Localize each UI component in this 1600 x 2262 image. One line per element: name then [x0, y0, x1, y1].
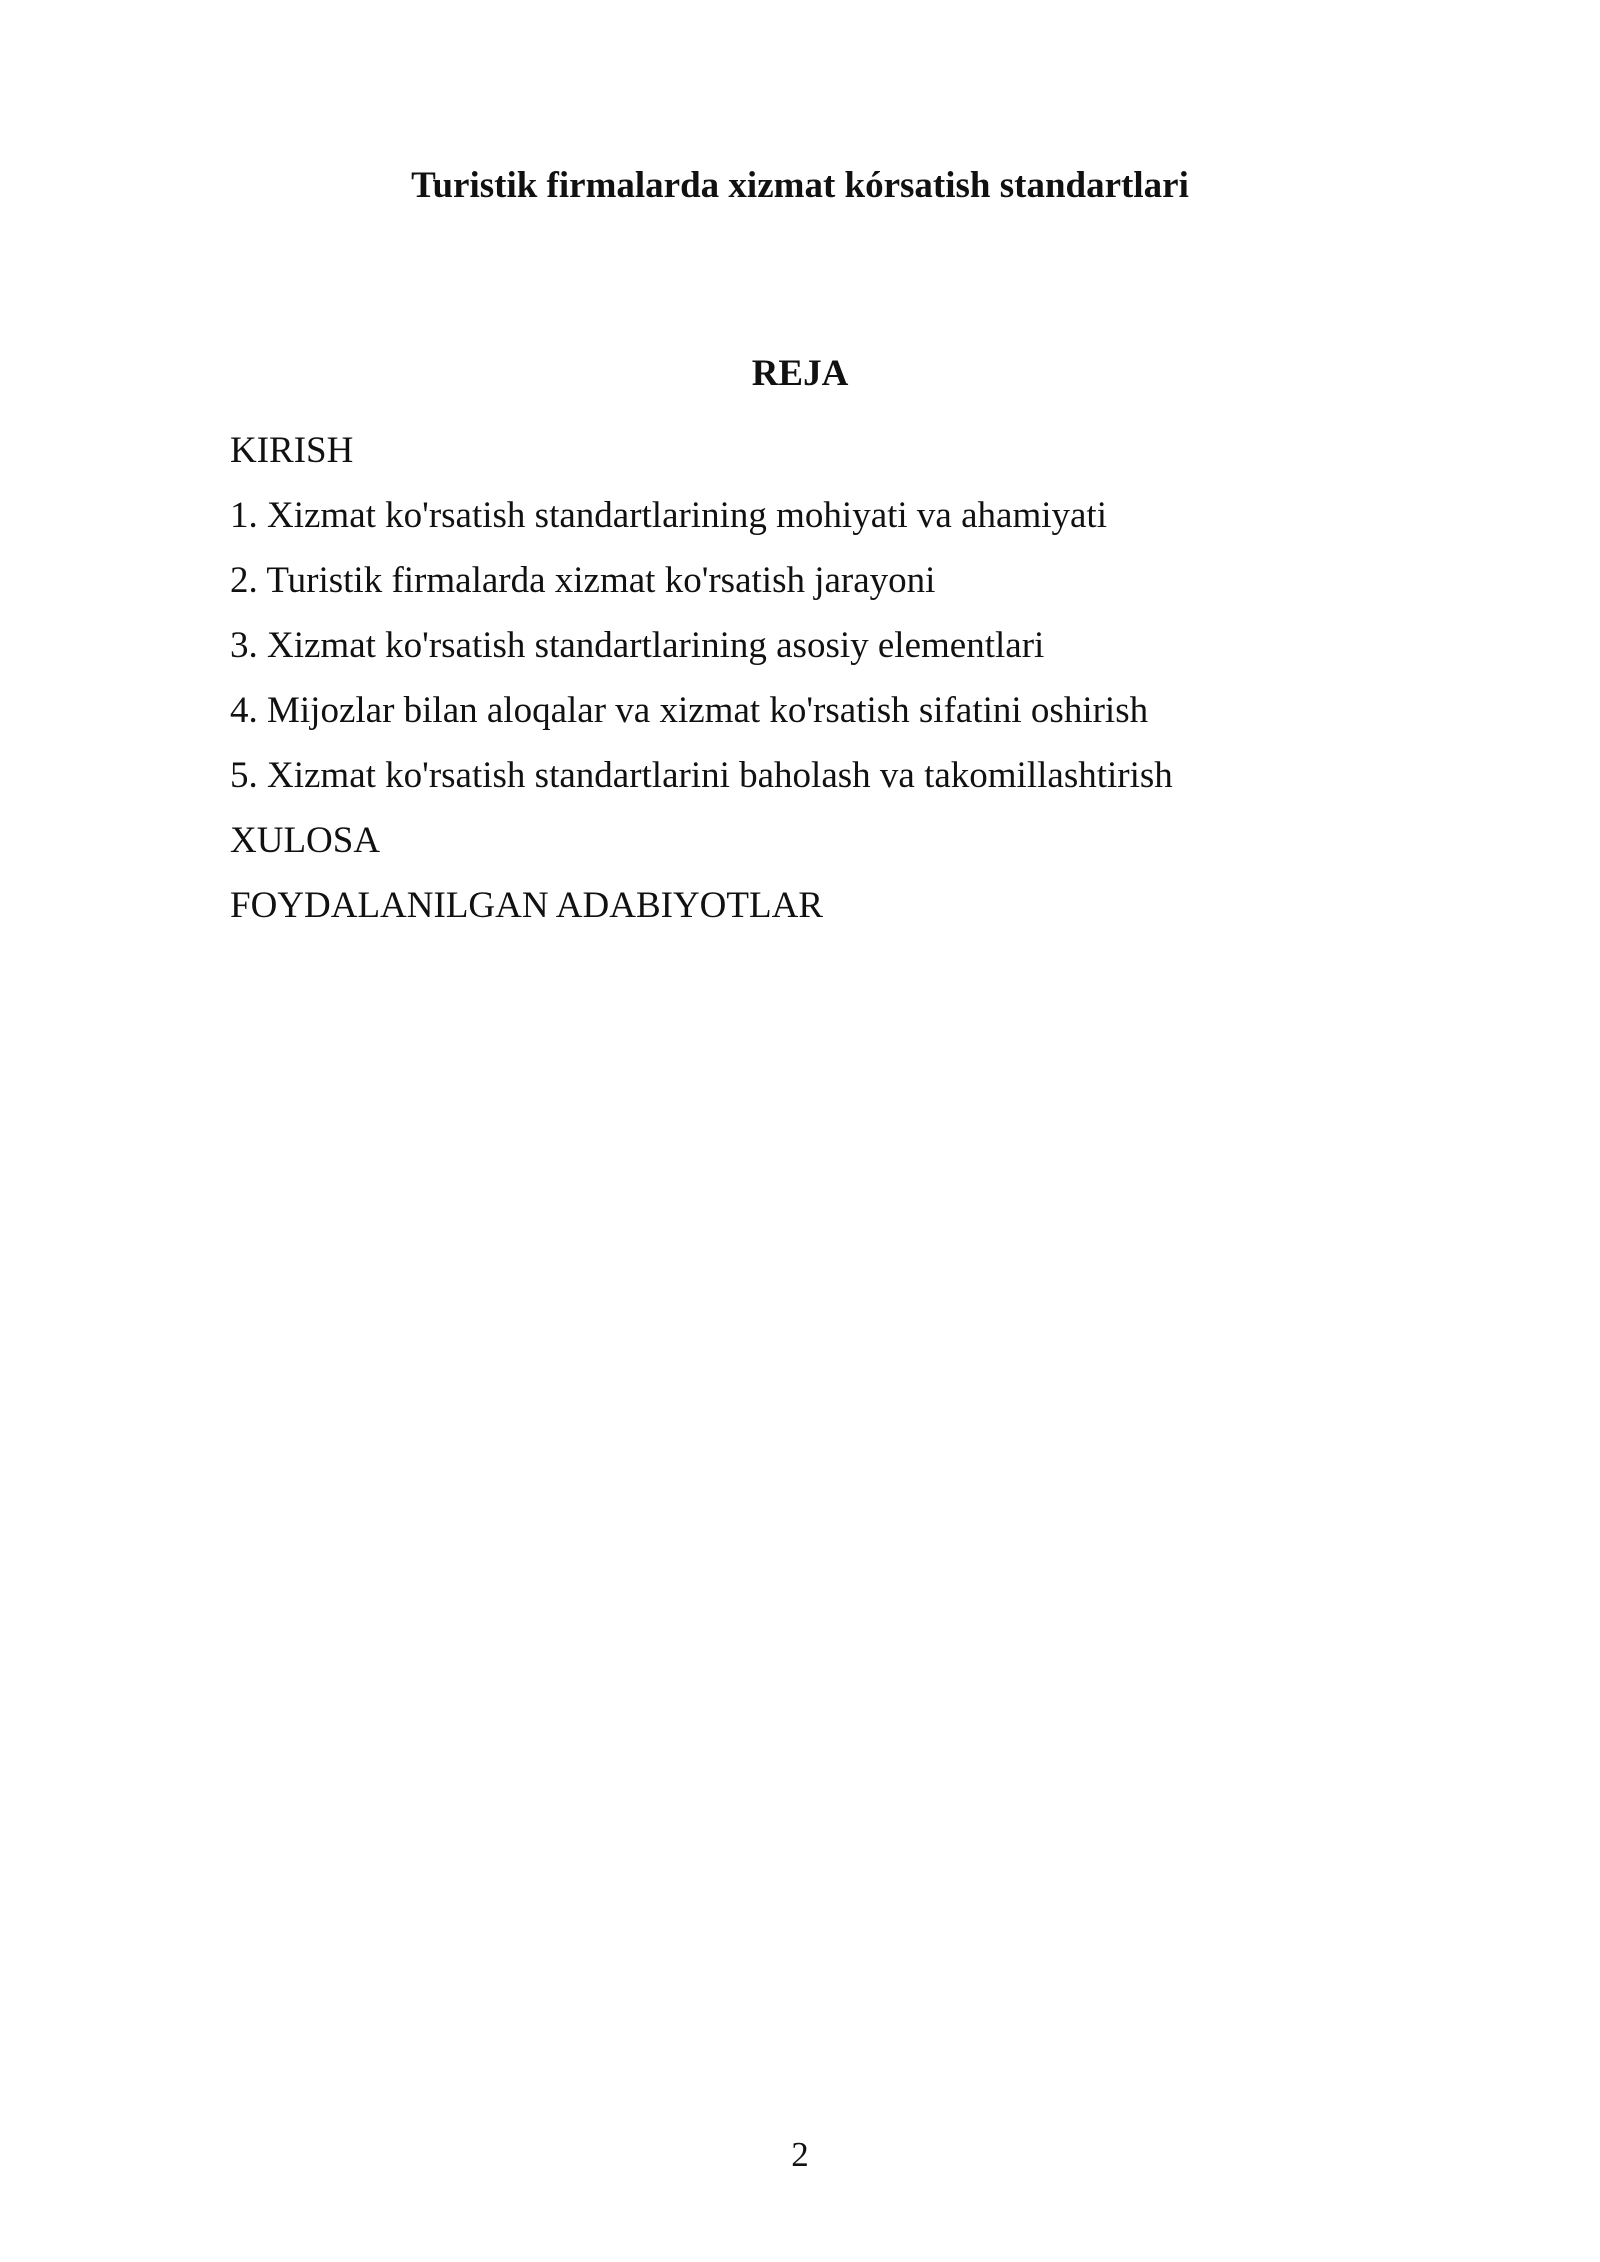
plan-item-introduction: KIRISH — [230, 430, 354, 471]
plan-item-2: 2. Turistik firmalarda xizmat ko'rsatish jarayoni — [230, 560, 936, 601]
document-title: Turistik firmalarda xizmat kórsatish standartlari — [411, 165, 1189, 206]
plan-item-5: 5. Xizmat ko'rsatish standartlarini baholash va takomillashtirish — [230, 755, 1173, 796]
plan-item-4: 4. Mijozlar bilan aloqalar va xizmat ko'rsatish sifatini oshirish — [230, 690, 1149, 731]
plan-heading: REJA — [751, 353, 849, 394]
plan-item-conclusion: XULOSA — [230, 820, 381, 861]
page-number: 2 — [791, 2135, 809, 2174]
plan-item-references: FOYDALANILGAN ADABIYOTLAR — [230, 885, 823, 926]
plan-item-3: 3. Xizmat ko'rsatish standartlarining asosiy elementlari — [230, 625, 1045, 666]
plan-item-1: 1. Xizmat ko'rsatish standartlarining mohiyati va ahamiyati — [230, 495, 1107, 536]
plan-list — [230, 418, 1173, 938]
